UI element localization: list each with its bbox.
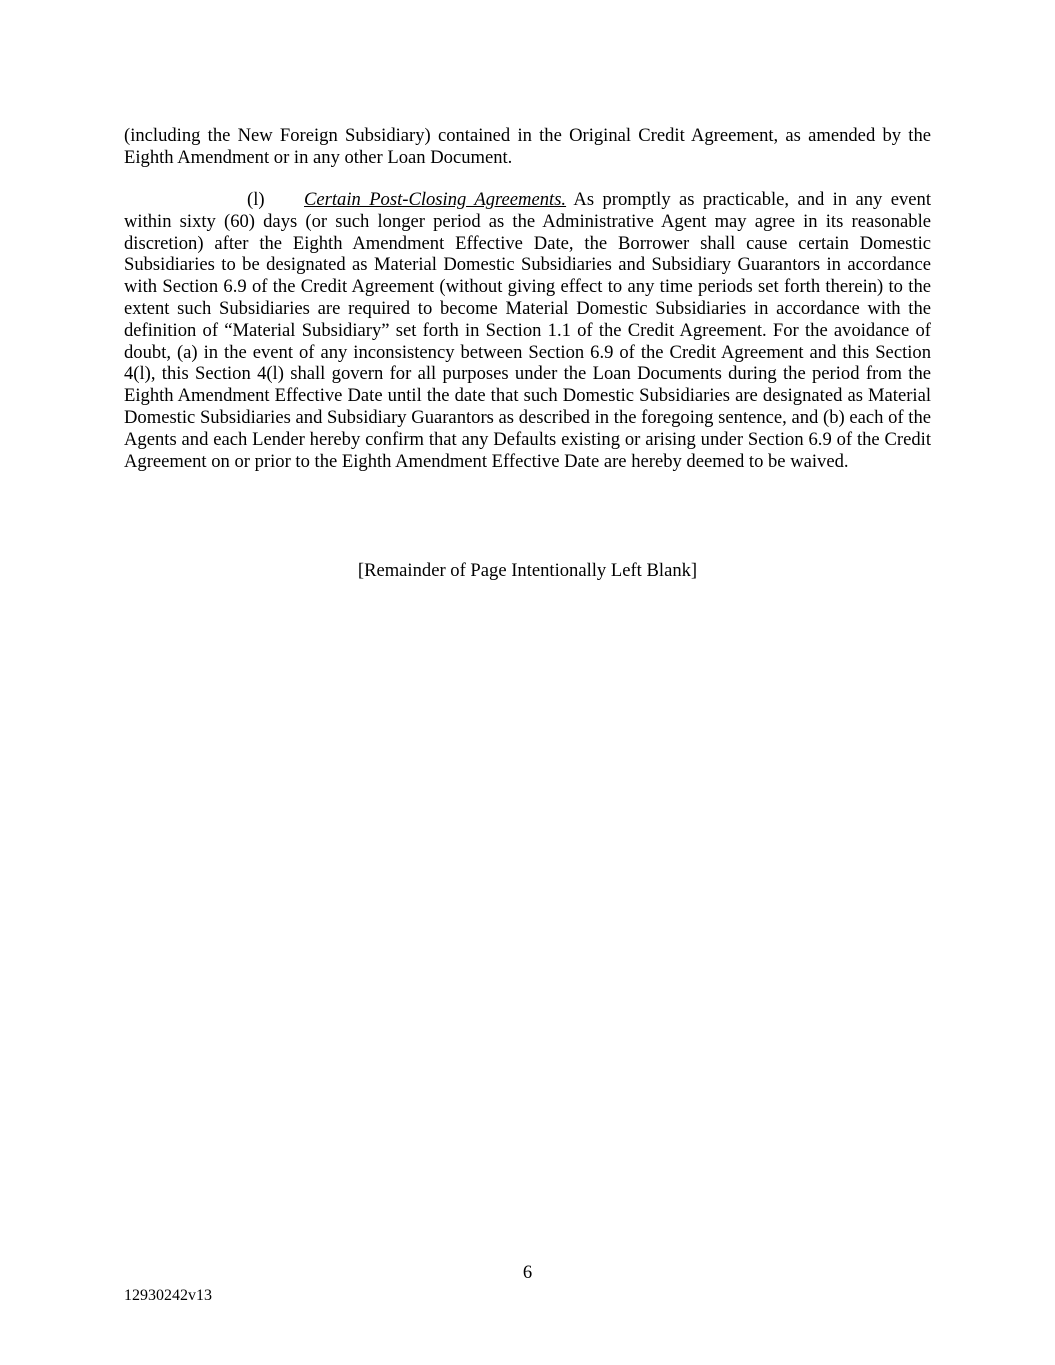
section-l-paragraph [124, 189, 931, 472]
continuation-paragraph: (including the New Foreign Subsidiary) contained in the Original Credit Agreement, as amended by the Eighth Amendment or in any other Loan Document. [124, 125, 931, 168]
section-caption: Certain Post-Closing Agreements. [304, 189, 567, 210]
document-id: 12930242v13 [124, 1287, 212, 1304]
section-label: (l) [247, 189, 265, 210]
section-body: As promptly as practicable, and in any event within sixty (60) days (or such longer period as the Administrative Agent may agree in its reasonable discretion) after the Eighth Amendment Effective Date, the Borrower shall cause certain Domestic Subsidiaries to be designated as Material Domestic Subsidiaries and Subsidiary Guarantors in accordance with Section 6.9 of the Credit Agreement (without giving effect to any time periods set forth therein) to the extent such Subsidiaries are required to become Material Domestic Subsidiaries in accordance with the definition of “Material Subsidiary” set forth in Section 1.1 of the Credit Agreement. For the avoidance of doubt, (a) in the event of any inconsistency between Section 6.9 of the Credit Agreement and this Section 4(l), this Section 4(l) shall govern for all purposes under the Loan Documents during the period from the Eighth Amendment Effective Date until the date that such Domestic Subsidiaries are designated as Material Domestic Subsidiaries and Subsidiary Guarantors as described in the foregoing sentence, and (b) each of the Agents and each Lender hereby confirm that any Defaults existing or arising under Section 6.9 of the Credit Agreement on or prior to the Eighth Amendment Effective Date are hereby deemed to be waived. [124, 189, 931, 472]
remainder-blank-note: [Remainder of Page Intentionally Left Blank] [357, 560, 698, 581]
page-number: 6 [522, 1262, 533, 1283]
